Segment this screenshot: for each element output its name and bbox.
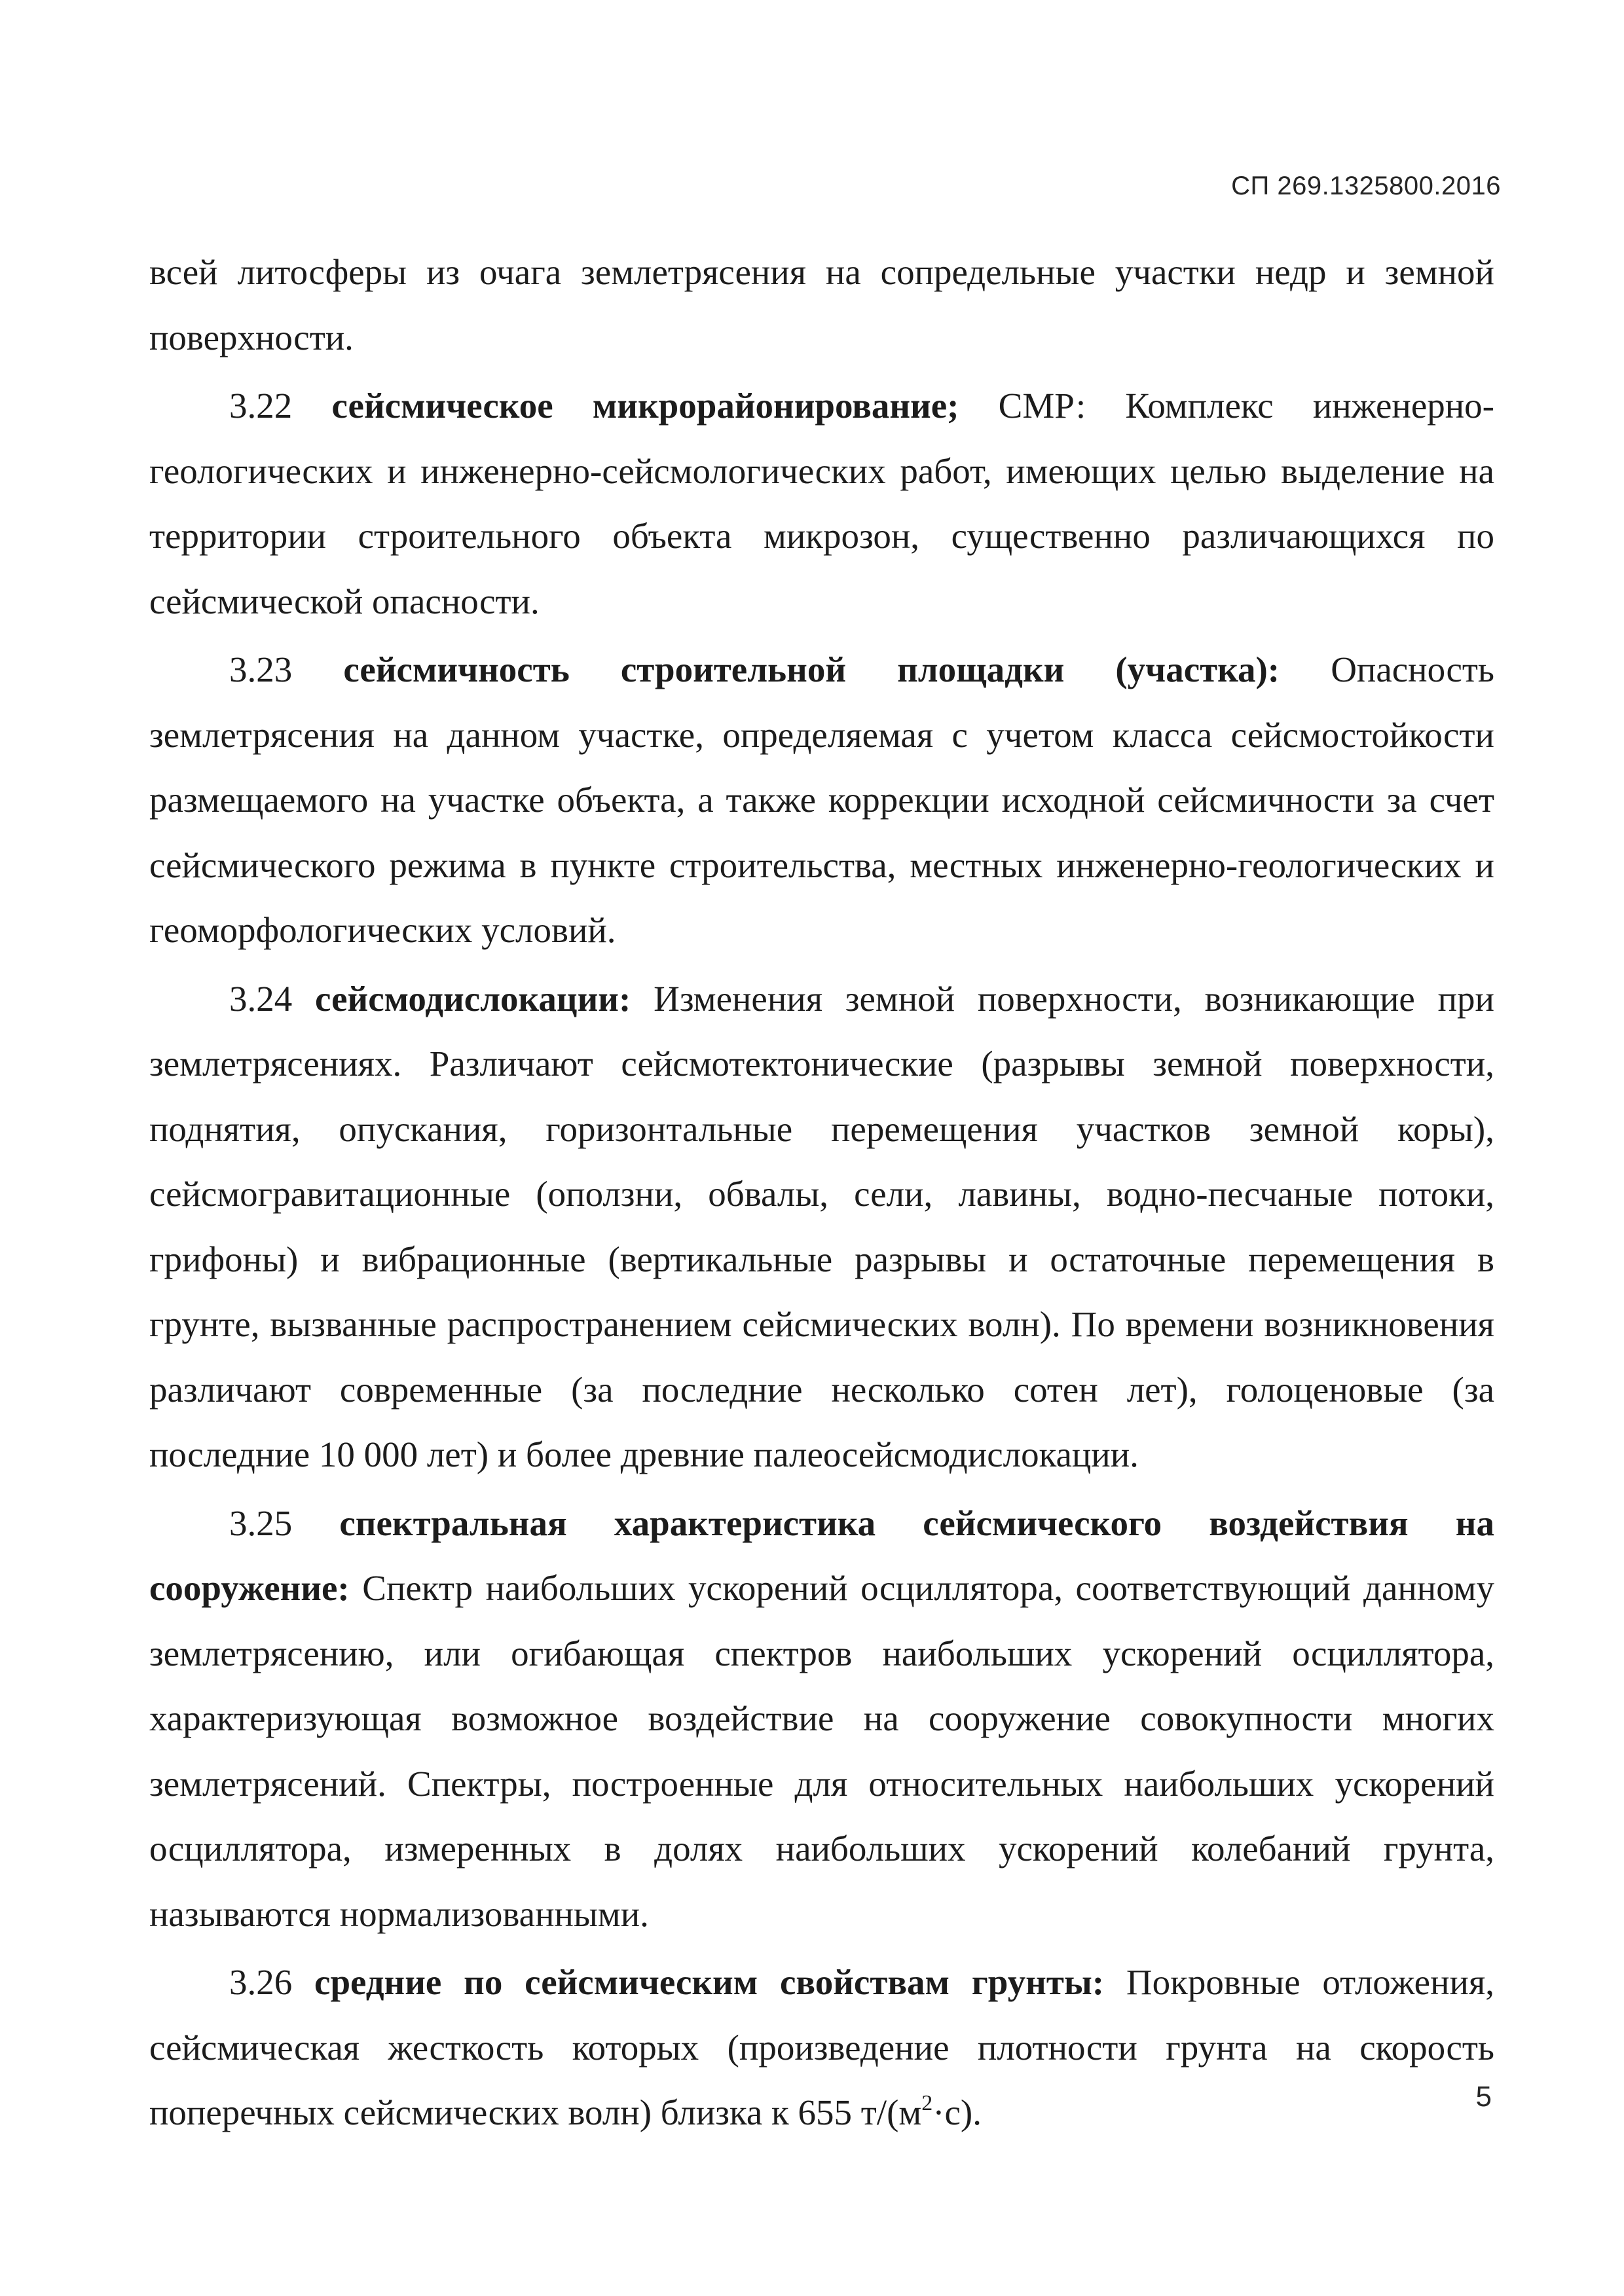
item-term: сейсмичность строительной площадки (участка): [343, 649, 1280, 689]
definition-3-22 [149, 373, 1494, 634]
item-term: сейсмодислокации: [315, 978, 631, 1019]
item-number: 3.25 [229, 1503, 293, 1543]
item-definition: Опасность землетрясения на данном участке, определяемая с учетом класса сейсмостойкости размещаемого на участке объекта, а также коррекции исходной сейсмичности за счет сейсмического режима в пункте строительства, местных инженерно-геологических и геоморфологических условий. [149, 649, 1495, 950]
item-number: 3.23 [229, 649, 293, 689]
item-term: средние по сейсмическим свойствам грунты: [314, 1962, 1105, 2002]
unit-exponent: 2 [921, 2091, 933, 2115]
item-number: 3.24 [229, 978, 293, 1019]
item-definition: Спектр наибольших ускорений осциллятора, соответствующий данному землетрясению, или огибающая спектров наибольших ускорений осциллятора, характеризующая возможное воздействие на сооружение совокупности многих землетрясений. Спектры, построенные для относительных наибольших ускорений осциллятора, измеренных в долях наибольших ускорений колебаний грунта, называются нормализованными. [149, 1568, 1494, 1934]
item-definition: Покровные отложения, сейсмическая жесткость которых (произведение плотности грунта на скорость поперечных сейсмических волн) близка к 655 т/(м [149, 1962, 1495, 2132]
item-definition: Изменения земной поверхности, возникающие при землетрясениях. Различают сейсмотектонические (разрывы земной поверхности, поднятия, опускания, горизонтальные перемещения участков земной коры), сейсмогравитационные (оползни, обвалы, сели, лавины, водно-песчаные потоки, грифоны) и вибрационные (вертикальные разрывы и остаточные перемещения в грунте, вызванные распространением сейсмических волн). По времени возникновения различают современные (за последние несколько сотен лет), голоценовые (за последние 10 000 лет) и более древние палеосейсмодислокации. [149, 978, 1494, 1474]
item-term: сейсмическое микрорайонирование; [331, 386, 959, 426]
document-body [149, 240, 1494, 2149]
definition-3-23 [149, 637, 1494, 963]
definition-3-26 [149, 1950, 1494, 2145]
continuation-paragraph: всей литосферы из очага землетрясения на сопредельные участки недр и земной поверхности. [149, 252, 1494, 357]
item-definition-end: ·с). [932, 2092, 982, 2132]
definition-3-25 [149, 1491, 1494, 1947]
item-definition: СМР: Комплекс инженерно-геологических и инженерно-сейсмологических работ, имеющих целью выделение на территории строительного объекта микрозон, существенно различающихся по сейсмической опасности. [149, 386, 1494, 621]
item-term: спектральная характеристика сейсмического воздействия на сооружение: [149, 1503, 1494, 1608]
page-number: 5 [1475, 2081, 1492, 2113]
item-number: 3.26 [229, 1962, 293, 2002]
document-code: СП 269.1325800.2016 [1231, 172, 1501, 200]
item-number: 3.22 [229, 386, 293, 426]
definition-3-24 [149, 966, 1494, 1487]
